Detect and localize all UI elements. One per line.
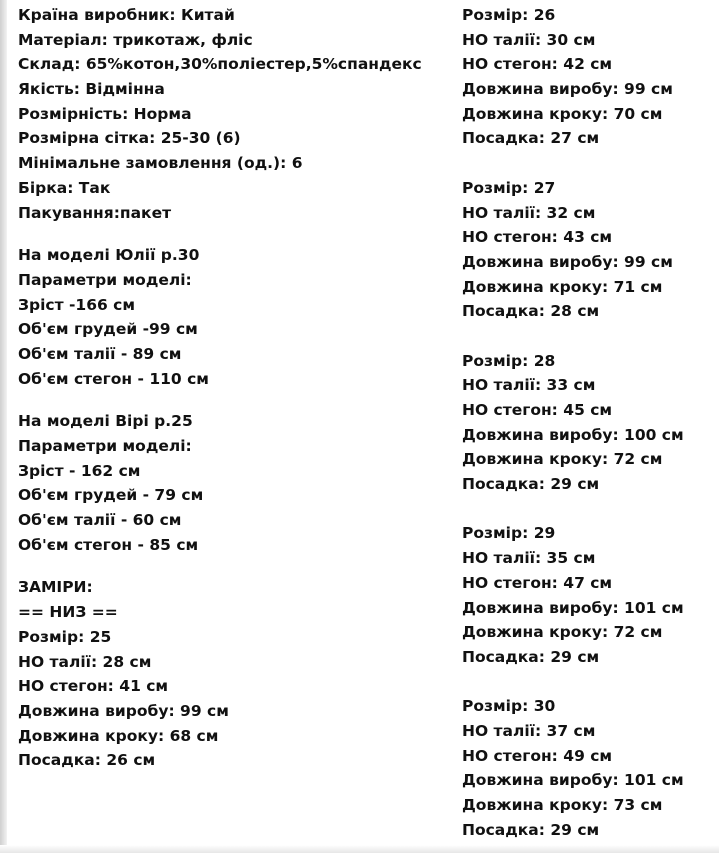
rise: Посадка: 29 см <box>462 475 600 494</box>
spec-min-order: Мінімальне замовлення (од.): 6 <box>18 154 303 173</box>
spec-country: Країна виробник: Китай <box>18 6 235 24</box>
spec-material: Матеріал: трикотаж, фліс <box>18 30 253 49</box>
spec-sizing: Розмірність: Норма <box>18 104 192 123</box>
inseam-length: Довжина кроку: 72 см <box>462 623 663 642</box>
spec-composition: Склад: 65%котон,30%поліестер,5%спандекс <box>18 55 422 74</box>
model-params-label: Параметри моделі: <box>18 437 192 455</box>
inseam-length: Довжина кроку: 71 см <box>462 277 663 296</box>
rise: Посадка: 29 см <box>462 820 600 839</box>
hips-half: НО стегон: 41 см <box>18 677 169 696</box>
model-heading: На моделі Вірі р.25 <box>18 412 193 431</box>
model-waist: Об'єм талії - 60 см <box>18 511 182 530</box>
model-hips: Об'єм стегон - 110 см <box>18 369 209 388</box>
rise: Посадка: 26 см <box>18 751 156 770</box>
spec-size-grid: Розмірна сітка: 25-30 (6) <box>18 129 241 148</box>
inseam-length: Довжина кроку: 73 см <box>462 796 663 814</box>
waist-half: НО талії: 35 см <box>462 549 596 568</box>
spacer <box>462 151 712 176</box>
rise: Посадка: 28 см <box>462 302 600 321</box>
hips-half: НО стегон: 47 см <box>462 573 613 592</box>
size-label: Розмір: 25 <box>18 627 112 646</box>
inseam-length: Довжина кроку: 68 см <box>18 726 219 745</box>
hips-half: НО стегон: 49 см <box>462 746 613 765</box>
size-block-30 <box>462 694 712 842</box>
waist-half: НО талії: 28 см <box>18 652 152 671</box>
product-length: Довжина виробу: 99 см <box>462 80 673 99</box>
size-block-28 <box>462 349 712 497</box>
spacer <box>462 497 712 522</box>
model-hips: Об'єм стегон - 85 см <box>18 535 199 554</box>
waist-half: НО талії: 30 см <box>462 30 596 49</box>
hips-half: НО стегон: 43 см <box>462 228 613 247</box>
size-block-27 <box>462 176 712 324</box>
model-heading: На моделі Юлії р.30 <box>18 246 200 265</box>
waist-half: НО талії: 33 см <box>462 376 596 395</box>
model-chest: Об'єм грудей -99 см <box>18 320 198 339</box>
waist-half: НО талії: 37 см <box>462 721 596 740</box>
inseam-length: Довжина кроку: 72 см <box>462 450 663 469</box>
measurements-heading: ЗАМІРИ: <box>18 578 93 597</box>
right-column <box>462 3 712 842</box>
hips-half: НО стегон: 45 см <box>462 401 613 419</box>
spacer <box>462 324 712 349</box>
model-height: Зріст -166 см <box>18 295 136 314</box>
left-column <box>18 3 438 773</box>
size-label: Розмір: 28 <box>462 351 556 370</box>
size-label: Розмір: 29 <box>462 524 556 543</box>
hips-half: НО стегон: 42 см <box>462 55 613 74</box>
model-height: Зріст - 162 см <box>18 461 141 480</box>
size-label: Розмір: 27 <box>462 178 556 197</box>
spacer <box>18 225 438 243</box>
size-label: Розмір: 26 <box>462 6 556 24</box>
size-label: Розмір: 30 <box>462 697 556 716</box>
waist-half: НО талії: 32 см <box>462 203 596 222</box>
product-length: Довжина виробу: 100 см <box>462 425 684 444</box>
bottom-section-label: == НИЗ == <box>18 603 118 622</box>
measurements-block <box>18 575 438 773</box>
product-length: Довжина виробу: 99 см <box>18 701 229 720</box>
product-length: Довжина виробу: 101 см <box>462 598 684 617</box>
inseam-length: Довжина кроку: 70 см <box>462 104 663 123</box>
spacer <box>462 670 712 695</box>
spec-tag: Бірка: Так <box>18 178 111 197</box>
rise: Посадка: 27 см <box>462 129 600 148</box>
product-specs <box>18 3 438 225</box>
product-length: Довжина виробу: 101 см <box>462 771 684 790</box>
page-bottom-shadow <box>0 845 719 853</box>
rise: Посадка: 29 см <box>462 647 600 666</box>
spec-packaging: Пакування:пакет <box>18 203 172 222</box>
size-block-29 <box>462 521 712 669</box>
size-block-26 <box>462 3 712 151</box>
product-length: Довжина виробу: 99 см <box>462 252 673 271</box>
model-vira-block <box>18 409 438 557</box>
model-chest: Об'єм грудей - 79 см <box>18 486 204 505</box>
spacer <box>18 391 438 409</box>
model-yulia-block <box>18 243 438 391</box>
model-params-label: Параметри моделі: <box>18 270 192 289</box>
spec-quality: Якість: Відмінна <box>18 80 165 99</box>
page-left-shadow <box>0 0 7 853</box>
model-waist: Об'єм талії - 89 см <box>18 344 182 363</box>
spacer <box>18 557 438 575</box>
